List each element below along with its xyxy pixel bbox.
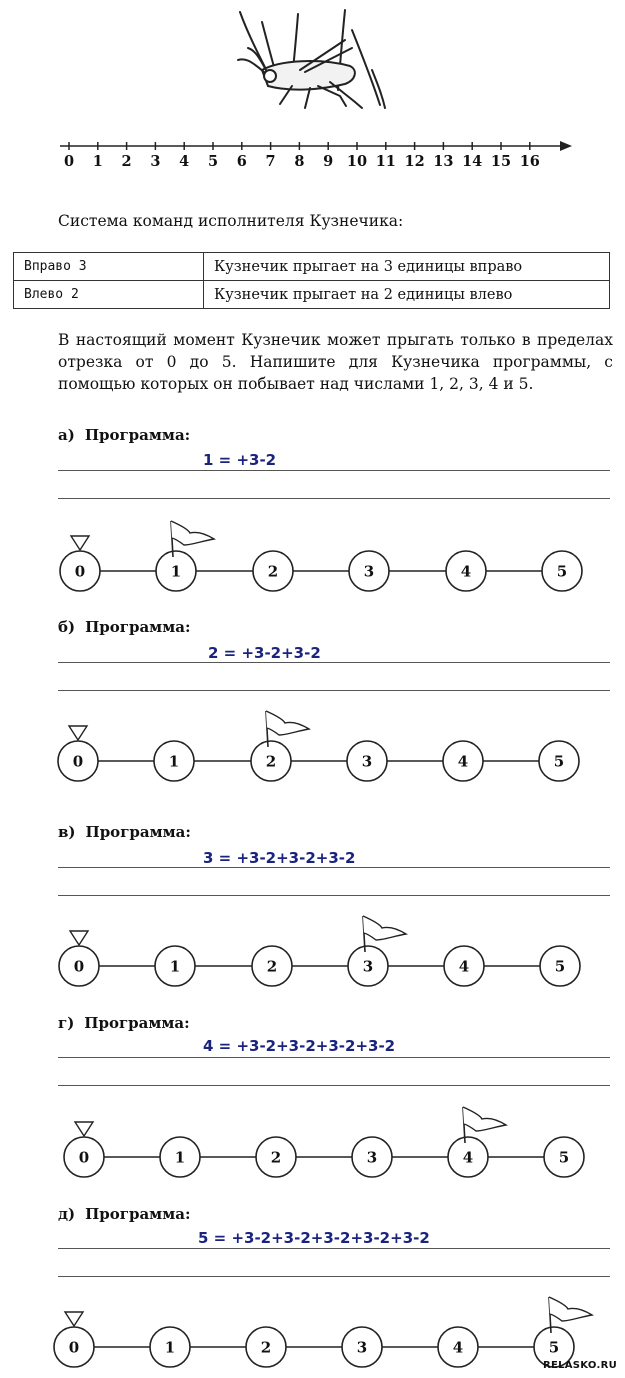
program-answer: 4 = +3-2+3-2+3-2+3-2 <box>203 1037 396 1055</box>
node-label: 5 <box>554 957 566 976</box>
program-label: Программа: <box>85 823 191 841</box>
exercise-letter: д) <box>58 1205 76 1223</box>
node-label: 2 <box>267 562 279 581</box>
node-label: 1 <box>164 1338 176 1357</box>
program-label: Программа: <box>85 1205 191 1223</box>
exercise-letter: в) <box>58 823 76 841</box>
exercise-letter: б) <box>58 618 76 636</box>
start-marker-icon <box>69 726 87 740</box>
node-label: 1 <box>168 752 180 771</box>
task-text: В настоящий момент Кузнечик может прыгать только в пределах отрезка от 0 до 5. Напишите для Кузнечика программы, с помощью которых он побывает над числами 1, 2, 3, 4 и 5. <box>58 331 613 393</box>
tick-label: 5 <box>207 153 219 170</box>
node-label: 4 <box>457 752 469 771</box>
node-label: 2 <box>260 1338 272 1357</box>
node-label: 0 <box>72 752 84 771</box>
node-label: 2 <box>265 752 277 771</box>
node-label: 0 <box>73 957 85 976</box>
program-answer: 2 = +3-2+3-2 <box>208 644 321 662</box>
exercise-letter: г) <box>58 1014 75 1032</box>
tick-label: 6 <box>236 153 247 170</box>
tick-label: 14 <box>462 153 483 170</box>
program-answer: 3 = +3-2+3-2+3-2 <box>203 849 356 867</box>
jump-diagram <box>58 711 579 781</box>
node-label: 5 <box>553 752 565 771</box>
tick-label: 10 <box>346 153 368 170</box>
tick-label: 0 <box>63 153 75 170</box>
program-label: Программа: <box>84 1014 190 1032</box>
tick-label: 3 <box>150 153 161 170</box>
node-label: 2 <box>270 1148 282 1167</box>
start-marker-icon <box>71 536 89 550</box>
node-label: 4 <box>452 1338 464 1357</box>
node-label: 0 <box>74 562 86 581</box>
command-description: Кузнечик прыгает на 3 единицы вправо <box>204 253 610 281</box>
program-label: Программа: <box>84 426 191 444</box>
tick-label: 13 <box>433 153 454 170</box>
node-label: 3 <box>366 1148 378 1167</box>
node-label: 2 <box>266 957 278 976</box>
node-label: 3 <box>362 957 374 976</box>
program-answer: 5 = +3-2+3-2+3-2+3-2+3-2 <box>198 1229 430 1247</box>
program-label: Программа: <box>85 618 191 636</box>
tick-label: 12 <box>404 153 425 170</box>
node-label: 1 <box>169 957 181 976</box>
program-answer: 1 = +3-2 <box>203 451 277 469</box>
node-label: 3 <box>356 1338 368 1357</box>
jump-diagram <box>60 521 582 591</box>
node-label: 5 <box>558 1148 570 1167</box>
watermark: RELASKO.RU <box>542 1360 617 1371</box>
tick-label: 8 <box>294 153 305 170</box>
command-description: Кузнечик прыгает на 2 единицы влево <box>204 281 610 309</box>
command-system-title: Система команд исполнителя Кузнечика: <box>58 212 404 230</box>
tick-label: 7 <box>265 153 276 170</box>
node-label: 1 <box>170 562 182 581</box>
jump-diagram <box>59 916 580 986</box>
node-label: 3 <box>363 562 375 581</box>
tick-label: 2 <box>121 153 132 170</box>
tick-label: 11 <box>375 153 396 170</box>
start-marker-icon <box>75 1122 93 1136</box>
tick-label: 16 <box>519 153 540 170</box>
jump-diagram <box>54 1297 592 1367</box>
tick-label: 4 <box>179 153 190 170</box>
node-label: 5 <box>556 562 568 581</box>
node-label: 0 <box>78 1148 90 1167</box>
node-label: 3 <box>361 752 373 771</box>
node-label: 4 <box>460 562 472 581</box>
start-marker-icon <box>70 931 88 945</box>
node-label: 5 <box>548 1338 560 1357</box>
tick-label: 9 <box>323 153 334 170</box>
command-code: Влево 2 <box>14 281 204 309</box>
tick-label: 15 <box>490 153 512 170</box>
exercise-letter: а) <box>58 426 75 444</box>
node-label: 4 <box>458 957 470 976</box>
command-code: Вправо 3 <box>14 253 204 281</box>
node-label: 4 <box>462 1148 474 1167</box>
node-label: 1 <box>174 1148 186 1167</box>
jump-diagram <box>64 1107 584 1177</box>
start-marker-icon <box>65 1312 83 1326</box>
tick-label: 1 <box>92 153 103 170</box>
node-label: 0 <box>68 1338 80 1357</box>
